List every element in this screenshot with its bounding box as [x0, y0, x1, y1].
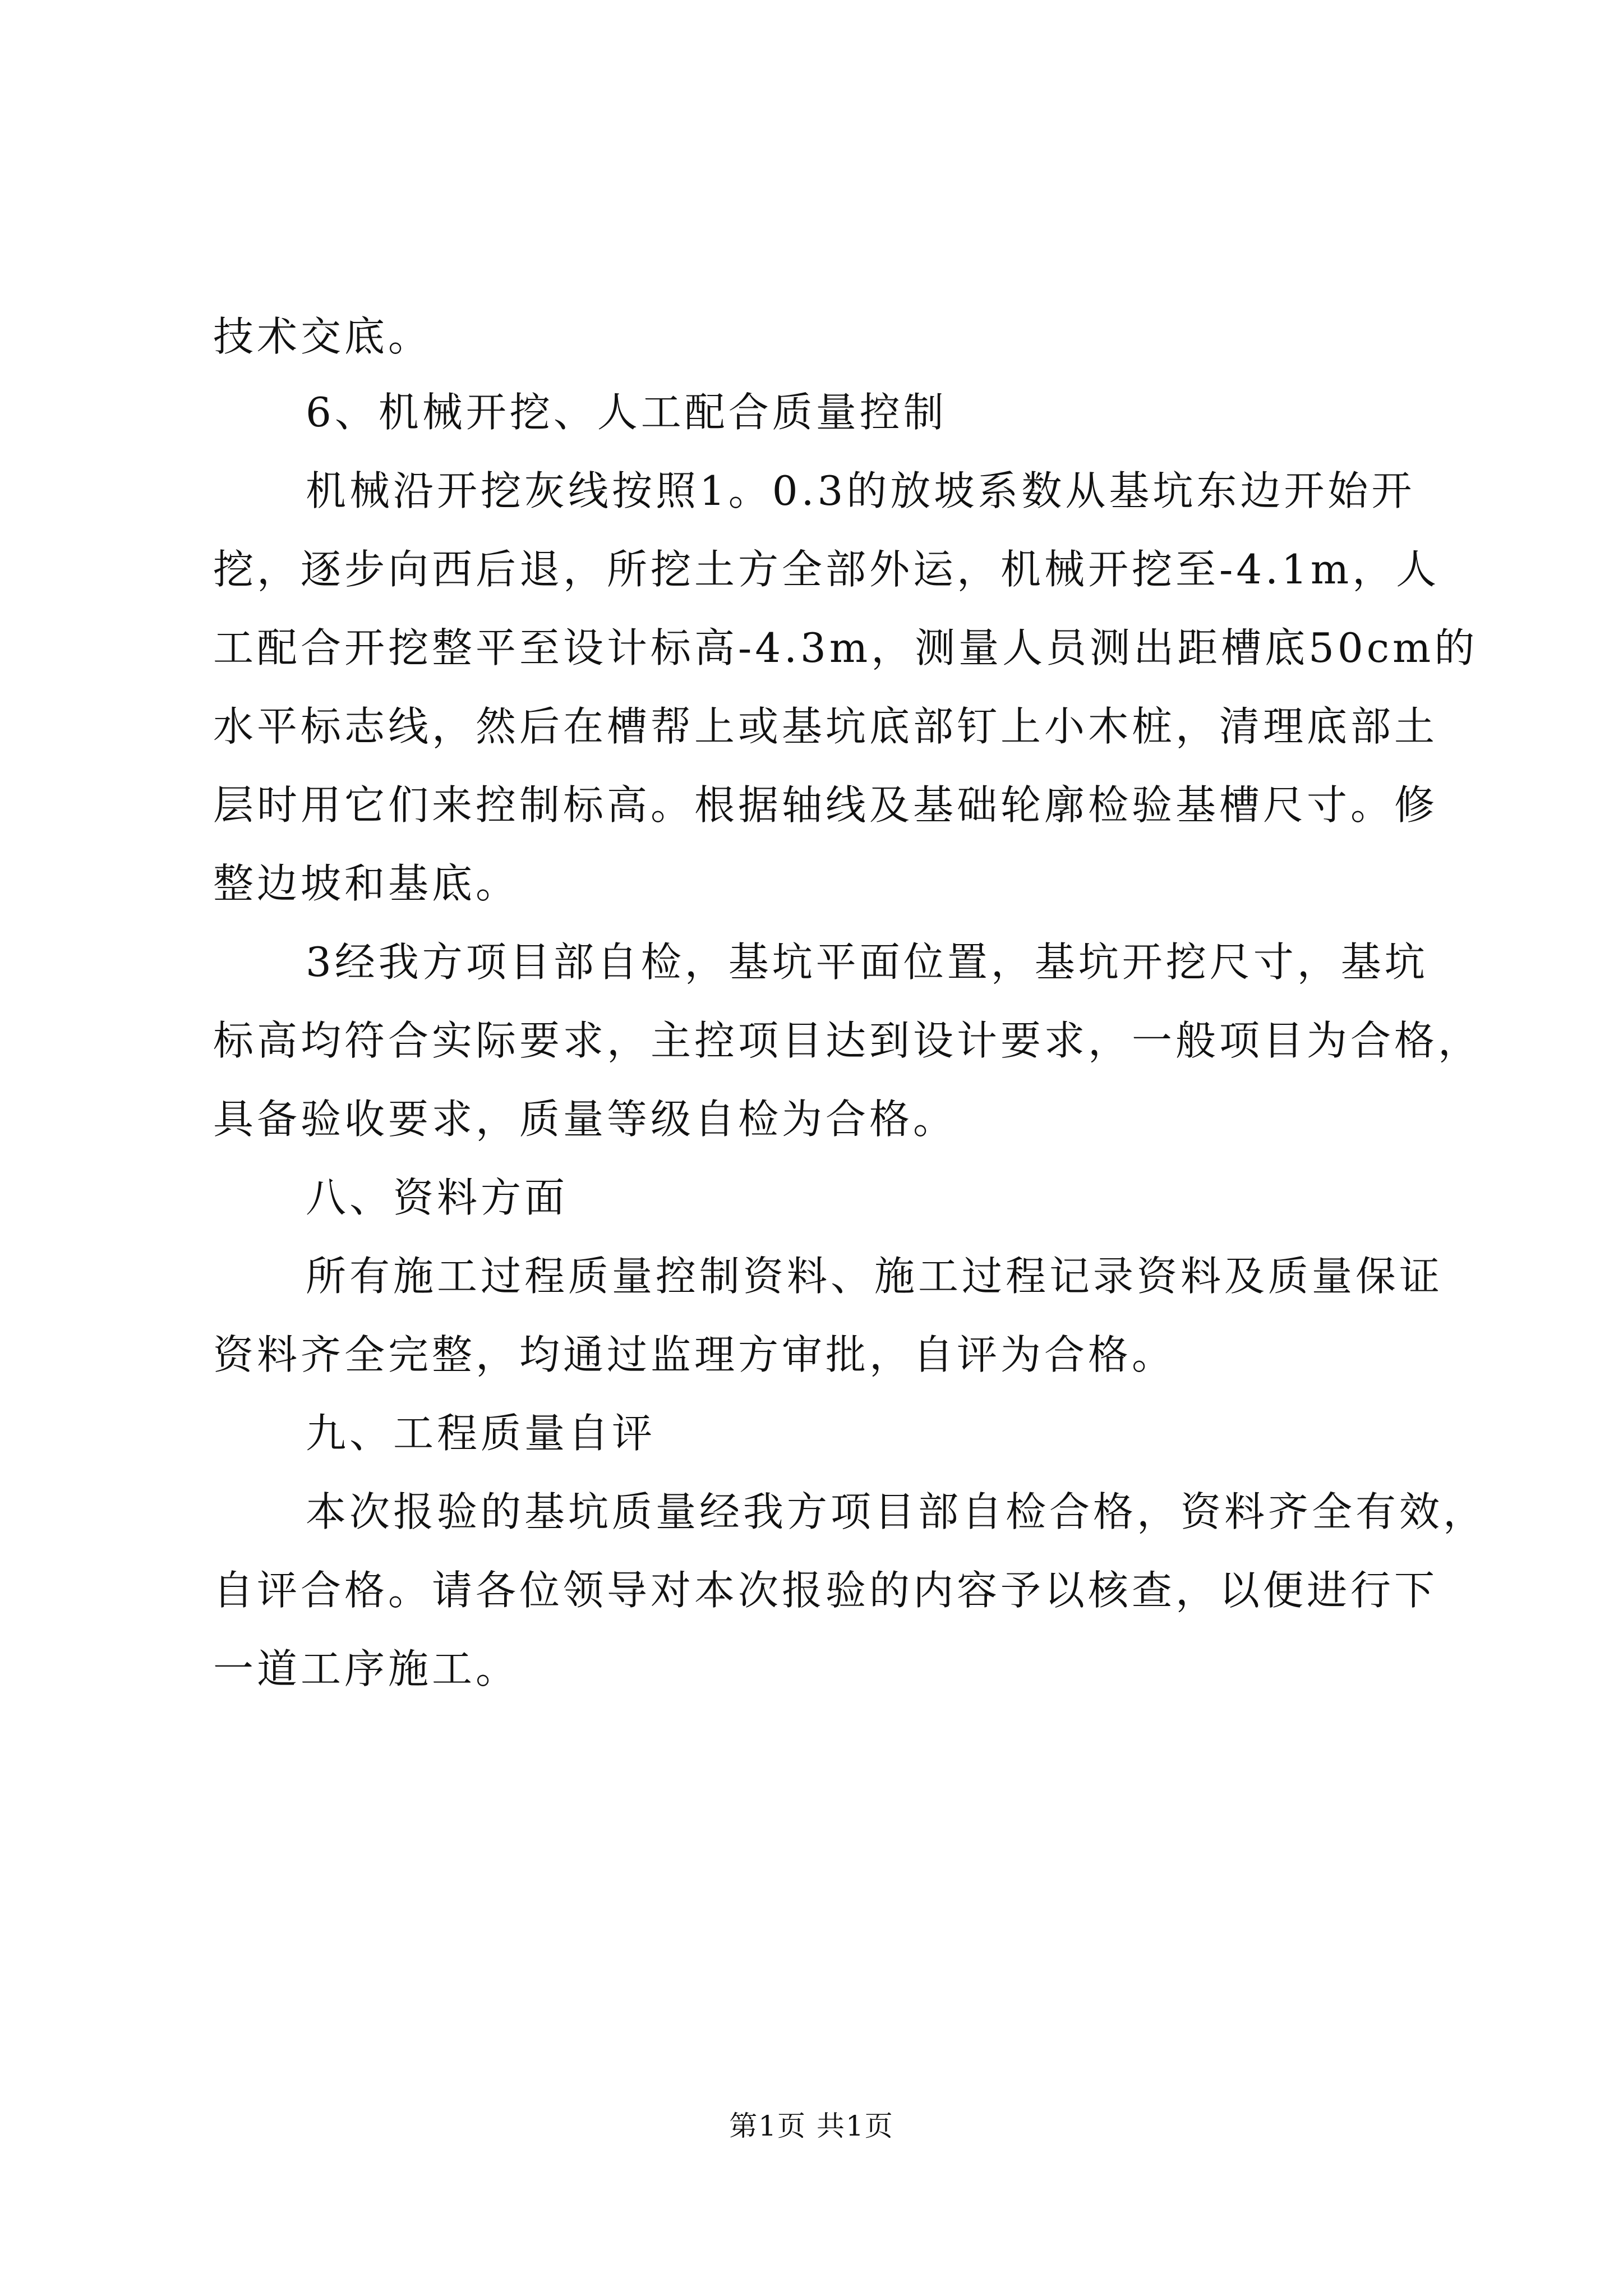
- text-line: 水平标志线，然后在槽帮上或基坑底部钉上小木桩，清理底部土: [213, 703, 1438, 750]
- page-footer: 第1页 共1页: [729, 2110, 894, 2142]
- text-line: 挖，逐步向西后退，所挖土方全部外运，机械开挖至-4.1m，人: [213, 546, 1440, 593]
- text-line: 3经我方项目部自检，基坑平面位置，基坑开挖尺寸，基坑: [306, 938, 1428, 986]
- text-line: 一道工序施工。: [213, 1645, 520, 1692]
- text-line: 资料齐全完整，均通过监理方审批，自评为合格。: [213, 1331, 1176, 1378]
- text-line: 工配合开挖整平至设计标高-4.3m，测量人员测出距槽底50cm的: [213, 624, 1478, 671]
- text-line: 层时用它们来控制标高。根据轴线及基础轮廓检验基槽尺寸。修: [213, 781, 1438, 829]
- text-line: 标高均符合实际要求，主控项目达到设计要求，一般项目为合格，: [213, 1017, 1482, 1064]
- text-line: 机械沿开挖灰线按照1。0.3的放坡系数从基坑东边开始开: [306, 467, 1415, 514]
- text-line: 所有施工过程质量控制资料、施工过程记录资料及质量保证: [306, 1253, 1444, 1300]
- text-line: 整边坡和基底。: [213, 860, 520, 907]
- text-line: 技术交底。: [213, 313, 432, 360]
- text-line: 自评合格。请各位领导对本次报验的内容予以核查，以便进行下: [213, 1567, 1438, 1614]
- section-heading: 6、机械开挖、人工配合质量控制: [306, 389, 947, 436]
- section-heading: 九、工程质量自评: [306, 1410, 656, 1457]
- text-line: 具备验收要求，质量等级自检为合格。: [213, 1096, 957, 1143]
- text-line: 本次报验的基坑质量经我方项目部自检合格，资料齐全有效，: [306, 1488, 1487, 1535]
- section-heading: 八、资料方面: [306, 1174, 569, 1221]
